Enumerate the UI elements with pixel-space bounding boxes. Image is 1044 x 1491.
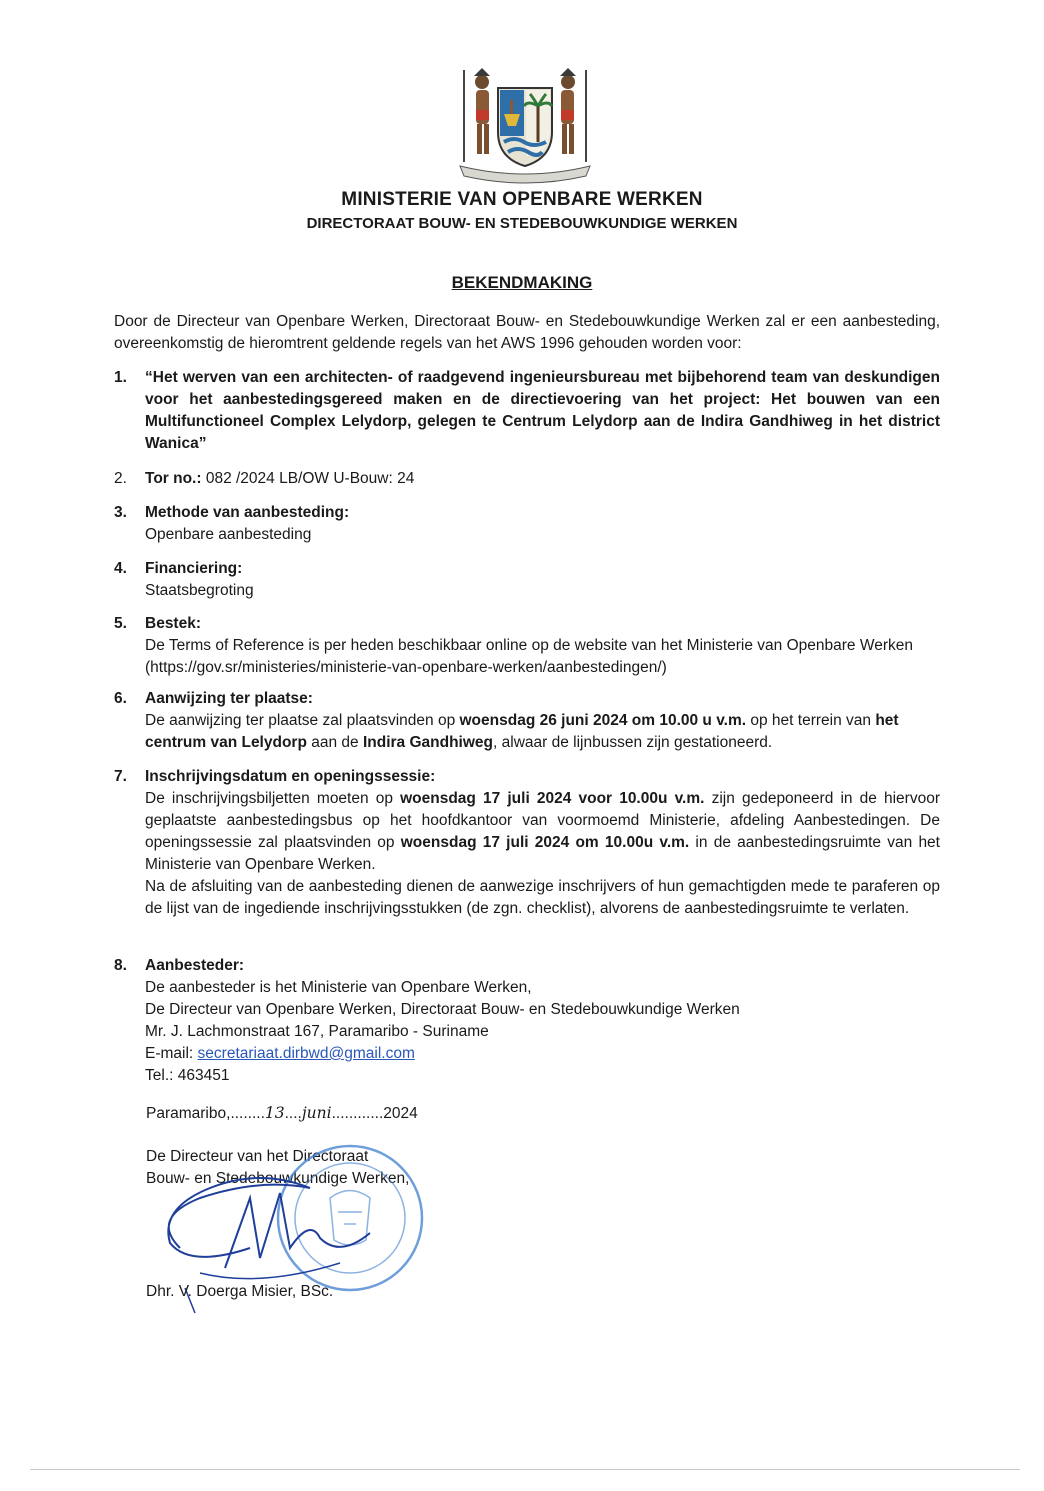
text-run: in de aanbestedingsruimte van het Ministerie van Openbare Werken. [145, 834, 940, 873]
directorate-name: DIRECTORAAT BOUW- EN STEDEBOUWKUNDIGE WERKEN [306, 215, 738, 232]
item-number: 2. [114, 470, 127, 487]
dot-leader: ............ [331, 1105, 384, 1122]
street-bold: Indira Gandhiweg [362, 734, 494, 751]
address-line: De aanbesteder is het Ministerie van Openbare Werken, [145, 979, 532, 996]
text-run: De inschrijvingsbiljetten moeten op [145, 790, 401, 807]
page-bottom-rule [30, 1469, 1020, 1470]
text-run: , alwaar de lijnbussen zijn gestationeerd. [493, 734, 773, 751]
official-stamp-icon [278, 1146, 422, 1290]
item-number: 1. [114, 369, 127, 386]
dot-leader: ........ [230, 1105, 265, 1122]
text-run: op het terrein van [746, 712, 876, 729]
item-value: Staatsbegroting [145, 582, 254, 599]
item-number: 6. [114, 690, 127, 707]
item-label: Methode van aanbesteding: [145, 504, 350, 521]
closing-paragraph: Na de afsluiting van de aanbesteding dienen de aanwezige inschrijvers of hun gemachtigden mede te paraferen op de lijst van de ingediende inschrijvingsstukken (de zgn. checklist), alvorens de aanbestedingsruimte te verlaten. [145, 878, 940, 917]
email-label: E-mail: [145, 1045, 198, 1062]
handwritten-month: juni [301, 1104, 332, 1122]
text-run: De aanwijzing ter plaatse zal plaatsvinden op [145, 712, 460, 729]
text-run: aan de [306, 734, 363, 751]
item-number: 3. [114, 504, 127, 521]
signatory-role-1: De Directeur van het Directoraat [146, 1148, 369, 1165]
item-label: Inschrijvingsdatum en openingssessie: [145, 768, 436, 785]
address-line: De Directeur van Openbare Werken, Directoraat Bouw- en Stedebouwkundige Werken [145, 1001, 740, 1018]
place-label: Paramaribo, [146, 1105, 231, 1122]
year: 2024 [383, 1105, 418, 1122]
phone-line: Tel.: 463451 [145, 1067, 230, 1084]
location-bold: het centrum van Lelydorp [145, 712, 899, 751]
tor-number [145, 468, 940, 490]
item-number: 7. [114, 768, 127, 785]
ministry-name: MINISTERIE VAN OPENBARE WERKEN [341, 189, 703, 210]
item-number: 4. [114, 560, 127, 577]
deadline-bold: woensdag 17 juli 2024 voor 10.00u v.m. [400, 790, 705, 807]
date-time-bold: woensdag 26 juni 2024 om 10.00 u v.m. [459, 712, 747, 729]
document-title: BEKENDMAKING [451, 273, 593, 292]
item-number: 8. [114, 957, 127, 974]
item-value: 082 /2024 LB/OW U-Bouw: 24 [201, 470, 415, 487]
item-value [145, 710, 940, 754]
item-label: Financiering: [145, 560, 243, 577]
address-line: Mr. J. Lachmonstraat 167, Paramaribo - Suriname [145, 1023, 489, 1040]
item-value: De Terms of Reference is per heden beschikbaar online op de website van het Ministerie van Openbare Werken (https://gov.sr/ministeries/ministerie-van-openbare-werken/aanbestedingen/) [145, 637, 913, 676]
coat-of-arms-icon [452, 66, 598, 184]
item-label: Tor no.: [145, 470, 202, 487]
signatory-role-2: Bouw- en Stedebouwkundige Werken, [146, 1170, 410, 1187]
item-number: 5. [114, 615, 127, 632]
item-value [145, 788, 940, 876]
email-link[interactable]: secretariaat.dirbwd@gmail.com [197, 1045, 415, 1062]
item-label: Aanbesteder: [145, 957, 245, 974]
intro-paragraph: Door de Directeur van Openbare Werken, Directoraat Bouw- en Stedebouwkundige Werken zal er een aanbesteding, overeenkomstig de hieromtrent geldende regels van het AWS 1996 gehouden worden voor: [114, 313, 940, 352]
item-label: Bestek: [145, 615, 201, 632]
dot-leader: .... [284, 1105, 302, 1122]
project-description: “Het werven van een architecten- of raadgevend ingenieursbureau met bijbehorend team van deskundigen voor het aanbestedingsgereed maken en de directievoering van het project: Het bouwen van een Multifunctioneel Complex Lelydorp, gelegen te Centrum Lelydorp aan de Indira Gandhiweg in het district Wanica” [145, 369, 940, 452]
signatory-name: Dhr. V. Doerga Misier, BSc. [146, 1283, 334, 1300]
text-run: zijn gedeponeerd in de hiervoor geplaatste aanbestedingsbus op het hoofdkantoor van voormoemd Ministerie, afdeling Aanbestedingen. De openingssessie zal plaatsvinden op [145, 790, 940, 851]
email-line [145, 1043, 940, 1065]
opening-date-bold: woensdag 17 juli 2024 om 10.00u v.m. [400, 834, 690, 851]
item-label: Aanwijzing ter plaatse: [145, 690, 313, 707]
item-value: Openbare aanbesteding [145, 526, 312, 543]
handwritten-day: 13 [264, 1104, 285, 1122]
date-line [146, 1102, 418, 1125]
